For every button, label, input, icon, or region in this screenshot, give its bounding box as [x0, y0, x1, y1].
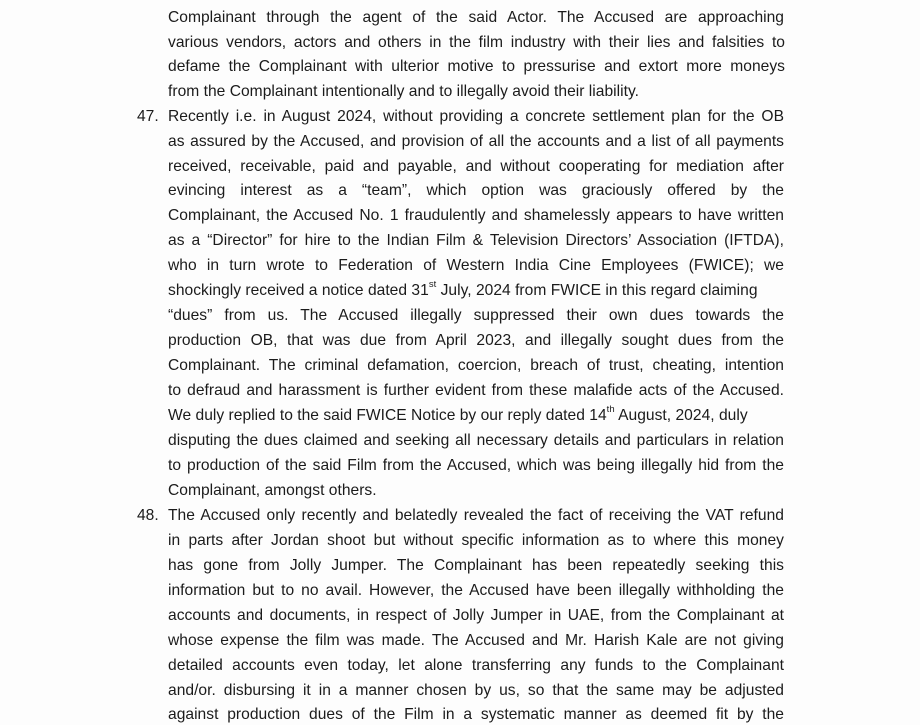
para47-line-10: production OB, that was due from April 2023, and illegally sought dues from the: [168, 332, 784, 349]
para48-line-2: in parts after Jordan shoot but without specific information as to where this money: [168, 532, 784, 549]
para48-line-6: whose expense the film was made. The Accused and Mr. Harish Kale are not giving: [168, 632, 784, 649]
para48-line-8: and/or. disbursing it in a manner chosen by us, so that the same may be adjusted: [168, 682, 784, 699]
para48-line-5: accounts and documents, in respect of Jolly Jumper in UAE, from the Complainant at: [168, 607, 784, 624]
para47-line-16: Complainant, amongst others.: [168, 482, 377, 499]
para48-line-1: The Accused only recently and belatedly revealed the fact of receiving the VAT refund: [168, 507, 784, 524]
para47-line-6: as a “Director” for hire to the Indian Film & Television Directors’ Association (IFTDA),: [168, 232, 784, 249]
para46-line-3: defame the Complainant with ulterior motive to pressurise and extort more moneys: [168, 58, 785, 75]
para46-line-2: various vendors, actors and others in the film industry with their lies and falsities to: [168, 34, 785, 51]
para47-line-11: Complainant. The criminal defamation, coercion, breach of trust, cheating, intention: [168, 357, 784, 374]
para47-line-3: received, receivable, paid and payable, and without cooperating for mediation after: [168, 158, 784, 175]
para48-line-7: detailed accounts even today, let alone transferring any funds to the Complainant: [168, 657, 784, 674]
para47-line-13-b: August, 2024, duly: [614, 407, 748, 424]
para47-line-15: to production of the said Film from the Accused, which was being illegally hid from the: [168, 457, 784, 474]
para46-line-1: Complainant through the agent of the said Actor. The Accused are approaching: [168, 9, 784, 26]
para47-line-7: who in turn wrote to Federation of Western India Cine Employees (FWICE); we: [168, 257, 784, 274]
para47-line-13-a: We duly replied to the said FWICE Notice by our reply dated 14: [168, 407, 607, 424]
para48-line-3: has gone from Jolly Jumper. The Complainant has been repeatedly seeking this: [168, 557, 784, 574]
para47-line-1: Recently i.e. in August 2024, without providing a concrete settlement plan for the OB: [168, 108, 784, 125]
para46-line-4: from the Complainant intentionally and to illegally avoid their liability.: [168, 83, 639, 100]
para47-line-5: Complainant, the Accused No. 1 fraudulently and shamelessly appears to have written: [168, 207, 784, 224]
para48-number: 48.: [137, 507, 159, 524]
para47-line-12: to defraud and harassment is further evident from these malafide acts of the Accused.: [168, 382, 784, 399]
para47-line-9: “dues” from us. The Accused illegally suppressed their own dues towards the: [168, 307, 784, 324]
ordinal-suffix-th: th: [606, 403, 615, 415]
ordinal-suffix-st: st: [428, 278, 437, 290]
para47-line-14: disputing the dues claimed and seeking all necessary details and particulars in relation: [168, 432, 784, 449]
para47-line-8: [168, 278, 784, 301]
para48-line-4: information but to no avail. However, the Accused have been illegally withholding the: [168, 582, 784, 599]
para47-line-8-a: shockingly received a notice dated 31: [168, 282, 429, 299]
para47-line-2: as assured by the Accused, and provision of all the accounts and a list of all payments: [168, 133, 784, 150]
para48-line-9: against production dues of the Film in a systematic manner as deemed fit by the: [168, 706, 784, 723]
para47-line-4: evincing interest as a “team”, which option was graciously offered by the: [168, 182, 784, 199]
para47-number: 47.: [137, 108, 159, 125]
para47-line-13: [168, 403, 748, 426]
para47-line-8-b: July, 2024 from FWICE in this regard claiming: [436, 282, 758, 299]
